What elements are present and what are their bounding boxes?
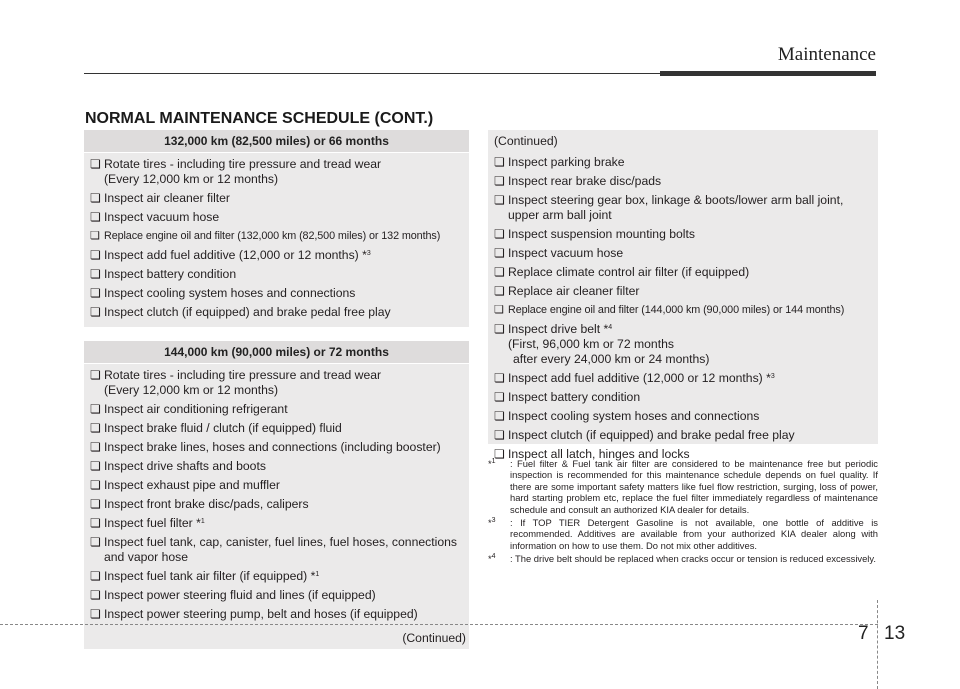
header-rule-thick [660, 71, 876, 76]
checklist-item [488, 408, 878, 425]
checklist-item [488, 264, 878, 281]
left-column [84, 130, 469, 649]
checklist-item [84, 401, 469, 418]
item-text: Inspect clutch (if equipped) and brake pedal free play [104, 305, 391, 319]
checklist-item [84, 534, 469, 566]
checklist-item [84, 247, 469, 264]
chapter-title: Maintenance [777, 44, 876, 65]
checkbox-icon: ❏ [90, 157, 101, 171]
footnote-ref: 3 [366, 250, 371, 257]
checklist-item [84, 477, 469, 494]
item-text: Inspect steering gear box, linkage & boots/lower arm ball joint, [508, 193, 844, 207]
footnote [488, 517, 878, 551]
item-text: Inspect brake lines, hoses and connections (including booster) [104, 440, 441, 454]
checklist-item [488, 226, 878, 243]
checkbox-icon: ❏ [90, 459, 101, 473]
footnote-ref: 3 [770, 373, 775, 380]
checklist-item [84, 606, 469, 623]
item-text: Replace engine oil and filter (144,000 km (90,000 miles) or 144 months) [508, 304, 845, 316]
checkbox-icon: ❏ [90, 267, 101, 281]
checklist-item [84, 587, 469, 604]
item-text: Inspect suspension mounting bolts [508, 227, 695, 241]
item-text: Inspect vacuum hose [508, 246, 624, 260]
item-text: Replace climate control air filter (if equipped) [508, 265, 750, 279]
item-text: Inspect clutch (if equipped) and brake pedal free play [508, 428, 795, 442]
footnote-marker: *$^1$ [488, 458, 496, 469]
checkbox-icon: ❏ [494, 409, 505, 423]
item-text: Inspect drive shafts and boots [104, 459, 266, 473]
checkbox-icon: ❏ [494, 304, 504, 316]
footnote-number: 1 [491, 458, 496, 465]
section-number: 7 [858, 623, 869, 644]
checkbox-icon: ❏ [494, 265, 505, 279]
footnote-text: : The drive belt should be replaced when cracks occur or tension is reduced excessively. [510, 553, 876, 565]
box-items [84, 364, 469, 629]
checkbox-icon: ❏ [494, 246, 505, 260]
checkbox-icon: ❏ [90, 535, 101, 549]
footer-rule [0, 624, 878, 625]
footnote-marker: *$^4$ [488, 553, 496, 565]
checkbox-icon: ❏ [90, 497, 101, 511]
item-text: Inspect cooling system hoses and connections [104, 286, 356, 300]
checklist-item [488, 173, 878, 190]
item-text: Inspect air cleaner filter [104, 191, 230, 205]
checkbox-icon: ❏ [494, 227, 505, 241]
checklist-item [84, 568, 469, 585]
footnote-ref: 1 [315, 571, 320, 578]
item-continuation: (First, 96,000 km or 72 months [508, 337, 674, 351]
checklist-item [84, 209, 469, 226]
checkbox-icon: ❏ [494, 174, 505, 188]
checkbox-icon: ❏ [494, 447, 505, 461]
footnote-number: 3 [491, 517, 496, 525]
footer-divider [877, 600, 878, 689]
item-text: Inspect cooling system hoses and connections [508, 409, 760, 423]
continued-label: (Continued) [402, 631, 466, 645]
checkbox-icon: ❏ [90, 440, 101, 454]
checkbox-icon: ❏ [90, 368, 101, 382]
footnote-ref: 1 [200, 518, 205, 525]
item-text: Inspect battery condition [104, 267, 237, 281]
item-text: Inspect all latch, hinges and locks [508, 447, 690, 461]
checkbox-icon: ❏ [90, 402, 101, 416]
item-text: Inspect brake fluid / clutch (if equipped) fluid [104, 421, 342, 435]
checkbox-icon: ❏ [494, 322, 505, 336]
schedule-box-132000 [84, 130, 469, 327]
checkbox-icon: ❏ [90, 516, 101, 530]
item-text: Replace air cleaner filter [508, 284, 640, 298]
item-text: Inspect drive belt * [508, 322, 609, 336]
checkbox-icon: ❏ [494, 428, 505, 442]
item-text: Replace engine oil and filter (132,000 km (82,500 miles) or 132 months) [104, 230, 441, 242]
checklist-item [84, 496, 469, 513]
checklist-item [84, 266, 469, 283]
checklist-item [84, 420, 469, 437]
checklist-item [84, 304, 469, 321]
footnote [488, 458, 878, 515]
checkbox-icon: ❏ [90, 569, 101, 583]
checkbox-icon: ❏ [90, 588, 101, 602]
item-text: Inspect add fuel additive (12,000 or 12 months) * [104, 248, 367, 262]
box-heading: 144,000 km (90,000 miles) or 72 months [84, 341, 469, 364]
checkbox-icon: ❏ [90, 210, 101, 224]
item-text: Inspect battery condition [508, 390, 641, 404]
item-text: Inspect parking brake [508, 155, 625, 169]
item-continuation: (Every 12,000 km or 12 months) [104, 383, 279, 397]
item-text: Inspect add fuel additive (12,000 or 12 months) * [508, 371, 771, 385]
schedule-box-144000 [84, 341, 469, 649]
checkbox-icon: ❏ [90, 421, 101, 435]
checkbox-icon: ❏ [90, 478, 101, 492]
item-text: Inspect power steering fluid and lines (if equipped) [104, 588, 376, 602]
checklist-item [84, 285, 469, 302]
item-text: Inspect exhaust pipe and muffler [104, 478, 280, 492]
item-text: Inspect rear brake disc/pads [508, 174, 662, 188]
checkbox-icon: ❏ [494, 284, 505, 298]
checklist-item [488, 192, 878, 224]
checkbox-icon: ❏ [90, 230, 100, 242]
item-text: Inspect fuel tank air filter (if equipped) * [104, 569, 316, 583]
checkbox-icon: ❏ [90, 248, 101, 262]
footnote-text: : Fuel filter & Fuel tank air filter are considered to be maintenance free but periodic inspection is recommended for this maintenance schedule depends on fuel quality. If there are some important safety matters like fuel flow restriction, surging, loss of power, hard starting problem etc, replace the fuel filter immediately regardless of maintenance schedule and consult an authorized KIA dealer for details. [510, 458, 878, 515]
checkbox-icon: ❏ [90, 286, 101, 300]
item-continuation: (Every 12,000 km or 12 months) [104, 172, 279, 186]
checklist-item [84, 190, 469, 207]
header-rule [84, 73, 660, 74]
checklist-item [84, 458, 469, 475]
checklist-item [84, 367, 469, 399]
footnotes [488, 458, 878, 567]
box-items [84, 153, 469, 327]
checklist-item [488, 427, 878, 444]
checkbox-icon: ❏ [494, 371, 505, 385]
continued-label: (Continued) [494, 134, 558, 148]
checkbox-icon: ❏ [494, 390, 505, 404]
checklist-item [488, 283, 878, 300]
item-text: Inspect front brake disc/pads, calipers [104, 497, 309, 511]
footnote-marker: *$^3$ [488, 517, 496, 529]
checklist-item [488, 321, 878, 368]
item-text: Inspect fuel tank, cap, canister, fuel lines, fuel hoses, connections [104, 535, 457, 549]
item-text: Inspect vacuum hose [104, 210, 220, 224]
continued-box [488, 130, 878, 461]
box-heading: 132,000 km (82,500 miles) or 66 months [84, 130, 469, 153]
footnote [488, 553, 878, 564]
section-title: NORMAL MAINTENANCE SCHEDULE (CONT.) [85, 110, 434, 127]
checklist-item [84, 156, 469, 188]
item-continuation: and vapor hose [104, 550, 189, 564]
item-text: Inspect fuel filter * [104, 516, 201, 530]
page-number: 13 [884, 623, 906, 644]
item-text: Rotate tires - including tire pressure and tread wear [104, 157, 382, 171]
checkbox-icon: ❏ [90, 607, 101, 621]
item-continuation: after every 24,000 km or 24 months) [513, 352, 710, 366]
checkbox-icon: ❏ [90, 305, 101, 319]
checklist-item [84, 439, 469, 456]
checklist-item [84, 228, 469, 245]
checkbox-icon: ❏ [494, 193, 505, 207]
checklist-item [488, 154, 878, 171]
footnote-ref: 4 [608, 324, 613, 331]
item-text: Inspect air conditioning refrigerant [104, 402, 288, 416]
checklist-item [488, 302, 878, 319]
checklist-item [488, 245, 878, 262]
footnote-number: 4 [491, 553, 496, 561]
box-items [488, 154, 878, 463]
checklist-item [488, 389, 878, 406]
checkbox-icon: ❏ [90, 191, 101, 205]
item-text: Rotate tires - including tire pressure and tread wear [104, 368, 382, 382]
item-continuation: upper arm ball joint [508, 208, 612, 222]
checklist-item [84, 515, 469, 532]
footnote-text: : If TOP TIER Detergent Gasoline is not available, one bottle of additive is recommended. Additives are available from your authorized KIA dealer along with information on how to use them. Do not mix other additives. [510, 517, 878, 551]
checkbox-icon: ❏ [494, 155, 505, 169]
item-text: Inspect power steering pump, belt and hoses (if equipped) [104, 607, 418, 621]
checklist-item [488, 370, 878, 387]
